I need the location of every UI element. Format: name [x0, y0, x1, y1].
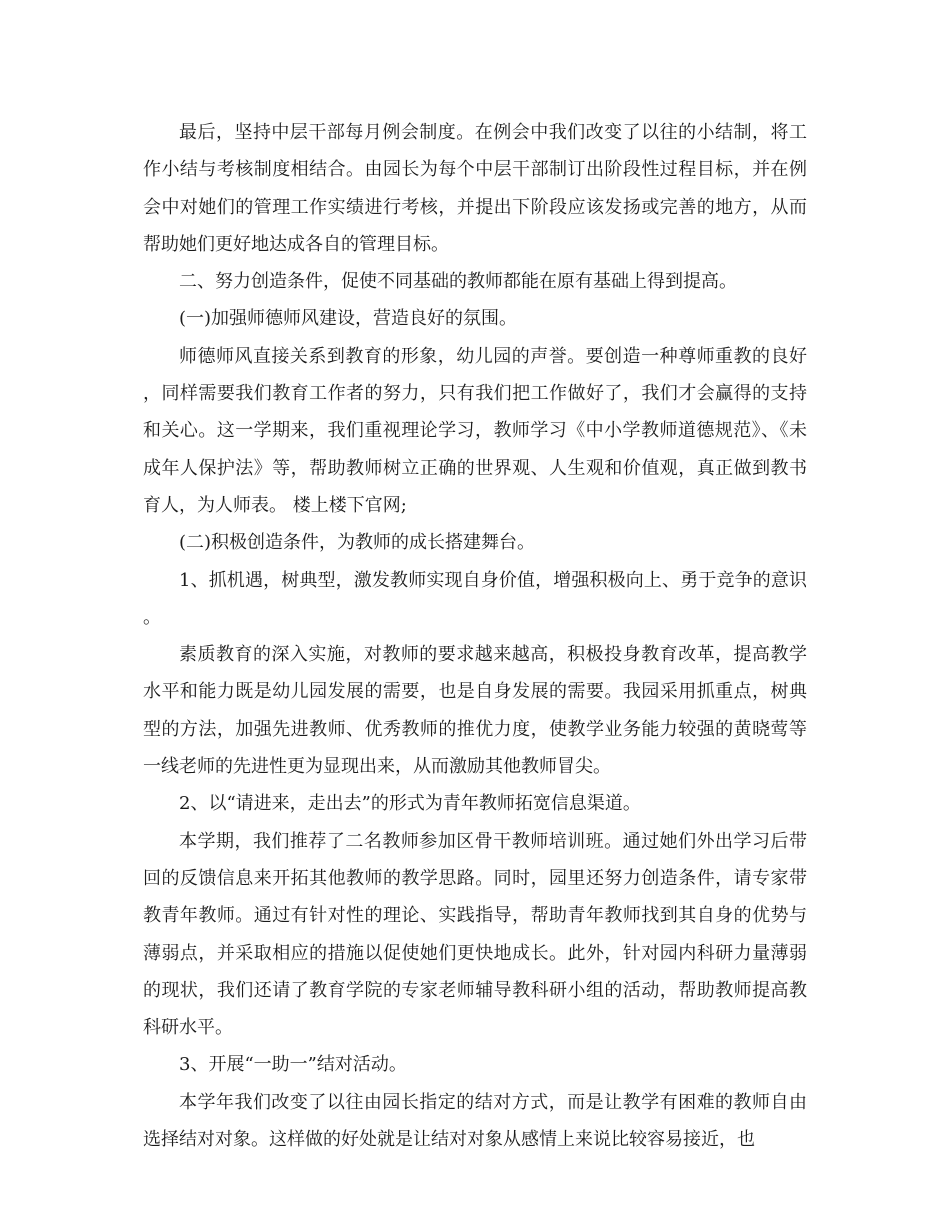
subheading-ethics: (一)加强师德师风建设，营造良好的氛围。 — [179, 308, 518, 330]
paragraph-quality-education: 素质教育的深入实施，对教师的要求越来越高，积极投身教育改革，提高教学水平和能力既是幼儿园发展的需要，也是自身发展的需要。我园采用抓重点，树典型的方法，加强先进教师、优秀教师的推优力度，使教学业务能力较强的黄晓莺等一线老师的先进性更为显现出来，从而激励其他教师冒尖。 — [143, 644, 807, 778]
subheading-growth-stage: (二)积极创造条件，为教师的成长搭建舞台。 — [179, 532, 536, 554]
section-heading-create-conditions: 二、努力创造条件，促使不同基础的教师都能在原有基础上得到提高。 — [179, 271, 737, 293]
item-heading-invite-out: 2、以“请进来，走出去”的形式为青年教师拓宽信息渠道。 — [179, 793, 641, 815]
item-heading-opportunity: 1、抓机遇，树典型，激发教师实现自身价值，增强积极向上、勇于竞争的意识。 — [143, 569, 807, 628]
paragraph-monthly-meeting: 最后，坚持中层干部每月例会制度。在例会中我们改变了以往的小结制，将工作小结与考核制度相结合。由园长为每个中层干部制订出阶段性过程目标，并在例会中对她们的管理工作实绩进行考核，并提出下阶段应该发扬或完善的地方，从而帮助她们更好地达成各自的管理目标。 — [143, 122, 807, 255]
paragraph-training: 本学期，我们推荐了二名教师参加区骨干教师培训班。通过她们外出学习后带回的反馈信息来开拓其他教师的教学思路。同时，园里还努力创造条件，请专家带教青年教师。通过有针对性的理论、实践指导，帮助青年教师找到其自身的优势与薄弱点，并采取相应的措施以促使她们更快地成长。此外，针对园内科研力量薄弱的现状，我们还请了教育学院的专家老师辅导教科研小组的活动，帮助教师提高教科研水平。 — [143, 830, 807, 1039]
item-heading-pairing: 3、开展“一助一”结对活动。 — [179, 1054, 407, 1076]
document-body — [143, 114, 807, 1158]
paragraph-ethics: 师德师风直接关系到教育的形象，幼儿园的声誉。要创造一种尊师重教的良好，同样需要我们教育工作者的努力，只有我们把工作做好了，我们才会赢得的支持和关心。这一学期来，我们重视理论学习，教师学习《中小学教师道德规范》、《未成年人保护法》等，帮助教师树立正确的世界观、人生观和价值观，真正做到教书育人，为人师表。 楼上楼下官网; — [143, 345, 807, 516]
paragraph-pairing: 本学年我们改变了以往由园长指定的结对方式，而是让教学有困难的教师自由选择结对对象。这样做的好处就是让结对对象从感情上来说比较容易接近，也 — [143, 1091, 807, 1151]
